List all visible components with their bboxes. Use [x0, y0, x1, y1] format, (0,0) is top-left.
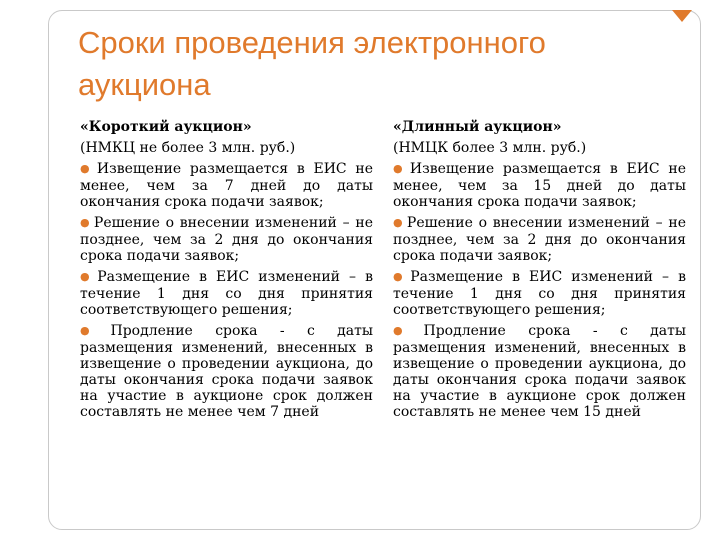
list-item-text: Решение о внесении изменений – не позднее, чем за 2 дня до окончания срока подачи заявок; — [80, 215, 373, 264]
long-auction-price-limit: (НМЦК более 3 млн. руб.) — [393, 140, 587, 156]
bullet-icon: ● — [393, 162, 407, 175]
list-item — [80, 269, 373, 318]
list-item — [80, 323, 373, 420]
long-auction-column — [393, 119, 686, 425]
list-item — [393, 215, 686, 264]
short-auction-price-limit: (НМКЦ не более 3 млн. руб.) — [80, 140, 296, 156]
list-item-text: Продление срока - с даты размещения изменений, внесенных в извещение о проведении аукциона, до даты окончания срока подачи заявок на участие в аукционе срок должен составлять не менее чем 7 дней — [80, 323, 373, 420]
short-auction-column — [80, 119, 373, 425]
list-item — [393, 323, 686, 420]
bullet-icon: ● — [393, 270, 408, 283]
list-item-text: Продление срока - с даты размещения изменений, внесенных в извещение о проведении аукциона, до даты окончания срока подачи заявок на участие в аукционе срок должен составлять не менее чем 15 дней — [393, 323, 686, 420]
list-item-text: Размещение в ЕИС изменений – в течение 1 дня со дня принятия соответствующего решения; — [393, 269, 686, 318]
list-item — [80, 161, 373, 210]
bullet-icon: ● — [80, 216, 91, 229]
bullet-icon: ● — [80, 162, 94, 175]
corner-triangle-decoration — [672, 10, 692, 22]
slide-title: Сроки проведения электронного аукциона — [78, 25, 546, 102]
list-item — [80, 215, 373, 264]
list-item — [393, 269, 686, 318]
list-item-text: Решение о внесении изменений – не позднее, чем за 2 дня до окончания срока подачи заявок; — [393, 215, 686, 264]
bullet-icon: ● — [80, 270, 95, 283]
long-auction-heading: «Длинный аукцион» — [393, 119, 562, 135]
list-item-text: Размещение в ЕИС изменений – в течение 1 дня со дня принятия соответствующего решения; — [80, 269, 373, 318]
short-auction-heading: «Короткий аукцион» — [80, 119, 252, 135]
bullet-icon: ● — [80, 324, 108, 337]
list-item — [393, 161, 686, 210]
bullet-icon: ● — [393, 216, 404, 229]
bullet-icon: ● — [393, 324, 421, 337]
list-item-text: Извещение размещается в ЕИС не менее, чем за 7 дней до даты окончания срока подачи заявок; — [80, 161, 373, 210]
list-item-text: Извещение размещается в ЕИС не менее, чем за 15 дней до даты окончания срока подачи заявок; — [393, 161, 686, 210]
